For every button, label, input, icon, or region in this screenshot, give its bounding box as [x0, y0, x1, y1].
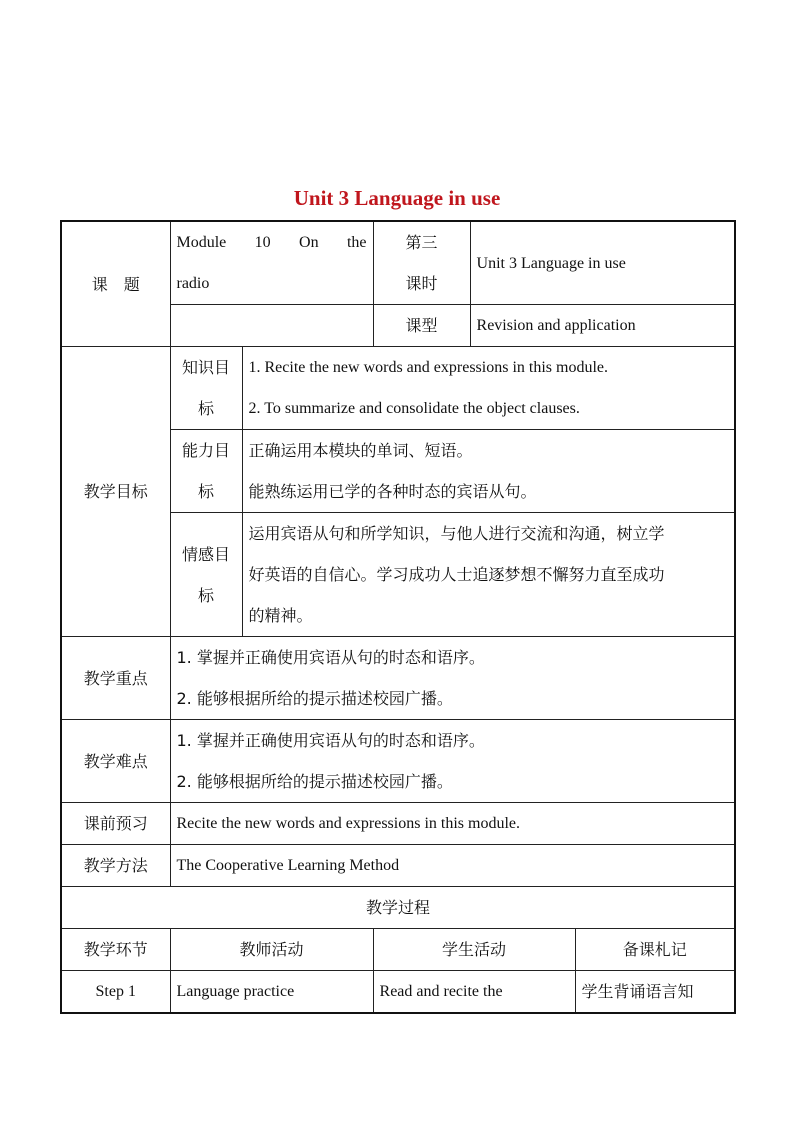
preview-label: 课前预习 — [61, 803, 170, 845]
module-word: On — [299, 234, 319, 251]
ability-item: 正确运用本模块的单词、短语。 — [248, 441, 473, 460]
knowledge-label — [170, 347, 242, 430]
difficulties-content — [170, 720, 735, 803]
col-notes: 备课札记 — [575, 929, 735, 971]
emotion-line: 的精神。 — [248, 606, 313, 625]
objective-row-knowledge — [61, 347, 735, 430]
document-title: Unit 3 Language in use — [293, 186, 501, 210]
method-row — [61, 845, 735, 887]
ability-item: 能熟练运用已学的各种时态的宾语从句。 — [248, 482, 537, 501]
module-word: the — [346, 234, 367, 251]
header-row-topic — [61, 221, 735, 305]
module-cell — [170, 221, 373, 305]
period-label — [373, 221, 470, 305]
knowledge-content — [242, 347, 735, 430]
emotion-label — [170, 513, 242, 637]
col-teacher: 教师活动 — [170, 929, 373, 971]
knowledge-item: 2. To summarize and consolidate the object clauses. — [248, 400, 580, 417]
col-step: 教学环节 — [61, 929, 170, 971]
objectives-label: 教学目标 — [61, 347, 170, 637]
emotion-label-line2: 标 — [197, 585, 214, 605]
preview-value: Recite the new words and expressions in this module. — [170, 803, 735, 845]
process-row-1 — [61, 971, 735, 1014]
knowledge-item: 1. Recite the new words and expressions in this module. — [248, 359, 608, 376]
blank-cell — [170, 305, 373, 347]
difficulties-row — [61, 720, 735, 803]
col-student: 学生活动 — [373, 929, 575, 971]
process-heading: 教学过程 — [61, 887, 735, 929]
difficulties-label: 教学难点 — [61, 720, 170, 803]
difficulty-item: 2. 能够根据所给的提示描述校园广播。 — [176, 772, 453, 791]
period-label-line2: 课时 — [405, 274, 438, 293]
module-tail: radio — [176, 275, 210, 292]
ability-label — [170, 430, 242, 513]
row1-student: Read and recite the — [373, 971, 575, 1014]
period-value: Unit 3 Language in use — [470, 221, 735, 305]
difficulty-item: 1. 掌握并正确使用宾语从句的时态和语序。 — [176, 731, 485, 750]
topic-label-text: 课 题 — [91, 274, 140, 294]
process-heading-row — [61, 887, 735, 929]
knowledge-label-line1: 知识目 — [181, 358, 230, 377]
emotion-content — [242, 513, 735, 637]
type-value: Revision and application — [470, 305, 735, 347]
topic-label — [61, 221, 170, 347]
module-number: 10 — [254, 234, 271, 251]
key-point-item: 2. 能够根据所给的提示描述校园广播。 — [176, 689, 453, 708]
emotion-line: 好英语的自信心。学习成功人士追逐梦想不懈努力直至成功 — [248, 565, 665, 584]
ability-label-line2: 标 — [197, 482, 214, 501]
method-value: The Cooperative Learning Method — [170, 845, 735, 887]
lesson-plan-table — [60, 220, 736, 1014]
method-label: 教学方法 — [61, 845, 170, 887]
key-point-item: 1. 掌握并正确使用宾语从句的时态和语序。 — [176, 648, 485, 667]
ability-label-line1: 能力目 — [181, 441, 230, 460]
key-points-row — [61, 637, 735, 720]
key-points-label: 教学重点 — [61, 637, 170, 720]
module-line — [177, 222, 367, 263]
module-word: Module — [176, 234, 227, 251]
emotion-line: 运用宾语从句和所学知识，与他人进行交流和沟通，树立学 — [248, 524, 665, 543]
emotion-label-line1: 情感目 — [181, 544, 230, 564]
row1-notes: 学生背诵语言知 — [575, 971, 735, 1014]
type-label: 课型 — [373, 305, 470, 347]
ability-content — [242, 430, 735, 513]
preview-row — [61, 803, 735, 845]
process-columns-row — [61, 929, 735, 971]
row1-teacher: Language practice — [170, 971, 373, 1014]
period-label-line1: 第三 — [405, 233, 438, 252]
knowledge-label-line2: 标 — [197, 399, 214, 418]
key-points-content — [170, 637, 735, 720]
row1-step: Step 1 — [61, 971, 170, 1014]
